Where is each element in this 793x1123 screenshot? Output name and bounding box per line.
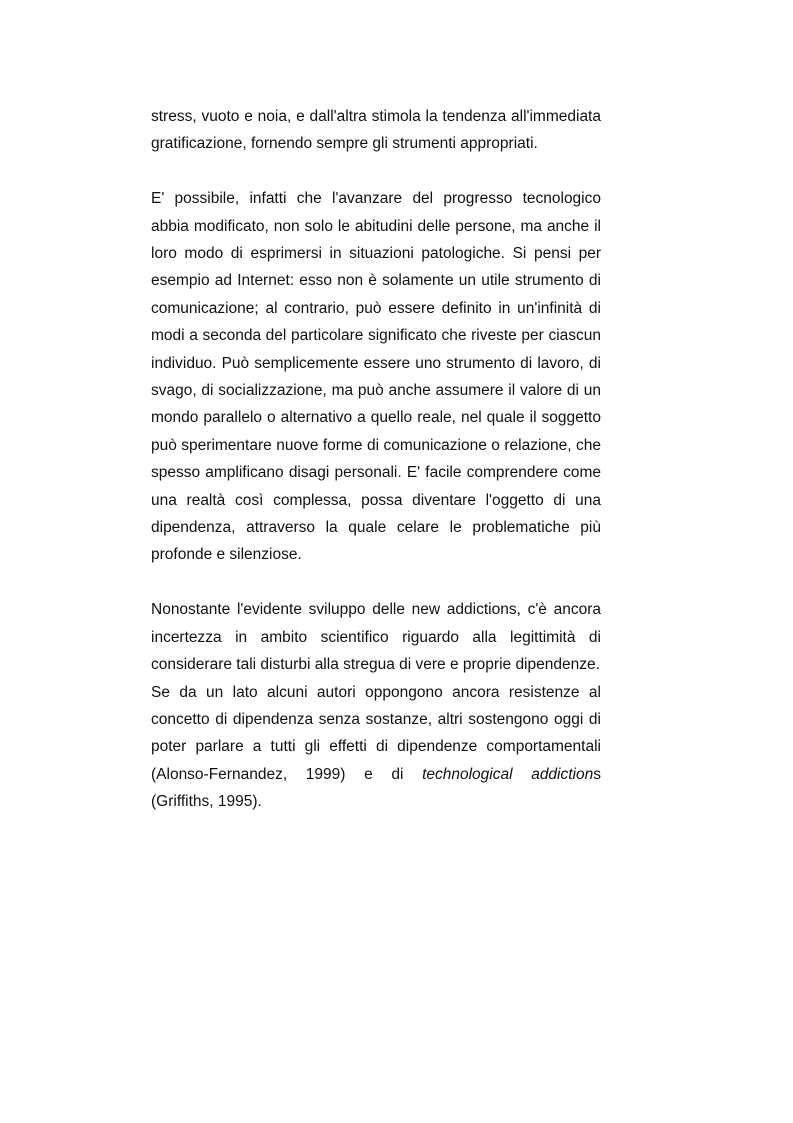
paragraph-3: Nonostante l'evidente sviluppo delle new addictions, c'è ancora incertezza in ambito scientifico riguardo alla legittimità di considerare tali disturbi alla stregua di vere e proprie dipendenze. [151, 601, 601, 674]
paragraph-4-suffix: s [593, 765, 601, 783]
paragraph-4-italic-term: technological addiction [422, 765, 594, 783]
paragraph-4-lead: Se da un lato alcuni autori oppongono ancora resistenze al concetto di dipendenza senza sostanze, altri sostengono oggi di poter parlare a tutti gli effetti di dipendenze comportamentali (Alonso-Fernandez, 1999) e di [151, 683, 601, 783]
document-page [151, 103, 601, 816]
paragraph-4 [151, 679, 601, 789]
paragraph-4-citation: (Griffiths, 1995). [151, 793, 262, 811]
paragraph-2: E' possibile, infatti che l'avanzare del progresso tecnologico abbia modificato, non solo le abitudini delle persone, ma anche il loro modo di esprimersi in situazioni patologiche. Si pensi per esempio ad Internet: esso non è solamente un utile strumento di comunicazione; al contrario, può essere definito in un'infinità di modi a seconda del particolare significato che riveste per ciascun individuo. Può semplicemente essere uno strumento di lavoro, di svago, di socializzazione, ma può anche assumere il valore di un mondo parallelo o alternativo a quello reale, nel quale il soggetto può sperimentare nuove forme di comunicazione o relazione, che spesso amplificano disagi personali. E' facile comprendere come una realtà così complessa, possa diventare l'oggetto di una dipendenza, attraverso la quale celare le problematiche più profonde e silenziose. [151, 190, 601, 564]
paragraph-1: stress, vuoto e noia, e dall'altra stimola la tendenza all'immediata gratificazione, fornendo sempre gli strumenti appropriati. [151, 108, 601, 153]
